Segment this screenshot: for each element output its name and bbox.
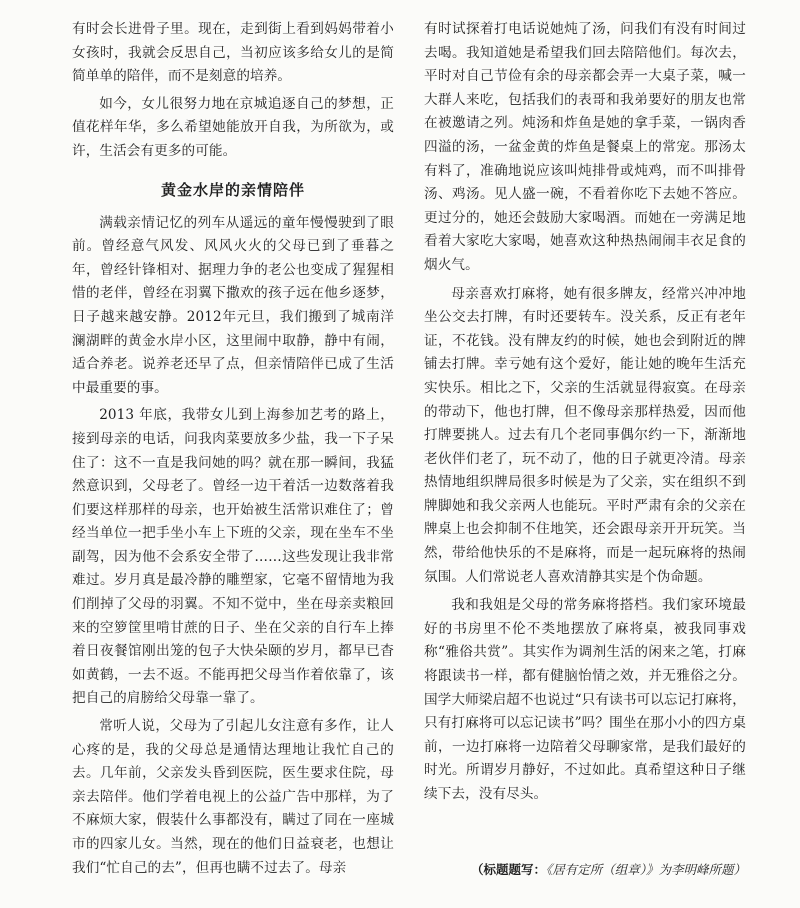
paragraph-continued: 有时会长进骨子里。现在，走到街上看到妈妈带着小女孩时，我就会反思自己，当初应该多给女儿的是简简单单的陪伴，而不是刻意的培养。	[72, 21, 394, 85]
paragraph: 满载亲情记忆的列车从遥远的童年慢慢驶到了眼前。曾经意气风发、风风火火的父母已到了垂暮之年，曾经针锋相对、据理力争的老公也变成了猩猩相惜的老伴，曾经在羽翼下撒欢的孩子远在他乡逐梦，日子越来越安静。2012年元旦，我们搬到了城南洋澜湖畔的黄金水岸小区，这里闹中取静，静中有闹，适合养老。说养老还早了点，但亲情陪伴已成了生活中最重要的事。	[72, 214, 394, 396]
paragraph: 我和我姐是父母的常务麻将搭档。我们家环境最好的书房里不伦不类地摆放了麻将桌，被我同事戏称“雅俗共赏”。其实作为调剂生活的闲来之笔，打麻将跟读书一样，都有健脑怡情之效，并无雅俗之分。国学大师梁启超不也说过“只有读书可以忘记打麻将，只有打麻将可以忘记读书”吗？围坐在那小小的四方桌前，一边打麻将一边陪着父母聊家常，是我们最好的时光。所谓岁月静好，不过如此。真希望这种日子继续下去，没有尽头。	[424, 597, 747, 802]
credit-lead: （标题题写：	[470, 862, 546, 877]
left-column	[72, 18, 394, 880]
paragraph-continued: 有时试探着打电话说她炖了汤，问我们有没有时间过去喝。我知道她是希望我们回去陪陪他们。每次去，平时对自己节俭有余的母亲都会弄一大桌子菜，喊一大群人来吃，包括我们的表哥和我弟要好的朋友也常在被邀请之列。炖汤和炸鱼是她的拿手菜，一锅肉香四溢的汤，一盆金黄的炸鱼是餐桌上的常宠。那汤太有料了，准确地说应该叫炖排骨或炖鸡，而不叫排骨汤、鸡汤。见人盛一碗，不看着你吃下去她不答应。更过分的，她还会鼓励大家喝酒。而她在一旁满足地看着大家吃大家喝，她喜欢这种热热闹闹丰衣足食的烟火气。	[424, 21, 746, 273]
paragraph: 常听人说，父母为了引起儿女注意有多作，让人心疼的是，我的父母总是通情达理地让我忙自己的去。几年前，父亲发头昏到医院，医生要求住院，母亲去陪伴。他们学着电视上的公益广告中那样，为了不麻烦大家，假装什么事都没有，瞒过了同在一座城市的四家儿女。当然，现在的他们日益衰老，也想让我们“忙自己的去”，但再也瞒不过去了。母亲	[72, 718, 394, 876]
right-column	[424, 18, 746, 807]
section-heading: 黄金水岸的亲情陪伴	[160, 180, 305, 199]
paragraph: 2013 年底，我带女儿到上海参加艺考的路上，接到母亲的电话，问我肉菜要放多少盐，我一下子呆住了：这不一直是我问她的吗？就在那一瞬间，我猛然意识到，父母老了。曾经一边干着活一边数落着我们要这样那样的母亲，也开始被生活常识难住了；曾经当单位一把手坐小车上下班的父亲，现在坐车不坐副驾，因为他不会系安全带了……这些发现让我非常难过。岁月真是最冷静的雕塑家，它毫不留情地为我们削掉了父母的羽翼。不知不觉中，坐在母亲卖粮回来的空箩筐里啃甘蔗的日子、坐在父亲的自行车上捧着日夜餐馆刚出笼的包子大快朵颐的岁月，都早已杳如黄鹤，一去不返。不能再把父母当作着依靠了，该把自己的肩膀给父母靠一靠了。	[72, 407, 394, 707]
paragraph: 母亲喜欢打麻将，她有很多牌友，经常兴冲冲地坐公交去打牌，有时还要转车。没关系，反正有老年证，不花钱。没有牌友约的时候，她也会到附近的牌铺去打牌。幸亏她有这个爱好，能让她的晚年生活充实快乐。相比之下，父亲的生活就显得寂寞。在母亲的带动下，他也打牌，但不像母亲那样热爱，因而他打牌要挑人。过去有几个老同事偶尔约一下，渐渐地老伙伴们老了，玩不动了，他的日子就更冷清。母亲热情地组织牌局很多时候是为了父亲，实在组织不到牌脚她和我父亲两人也能玩。平时严肃有余的父亲在牌桌上也会抑制不住地笑，还会跟母亲开开玩笑。当然，带给他快乐的不是麻将，而是一起玩麻将的热闹氛围。人们常说老人喜欢清静其实是个伪命题。	[424, 285, 746, 585]
title-calligraphy-credit	[424, 860, 746, 880]
paragraph: 如今，女儿很努力地在京城追逐自己的梦想，正值花样年华，多么希望她能放开自我，为所欲为，或许，生活会有更多的可能。	[72, 95, 394, 159]
credit-text: 《居有定所（组章）》为李明峰所题）	[545, 862, 746, 877]
